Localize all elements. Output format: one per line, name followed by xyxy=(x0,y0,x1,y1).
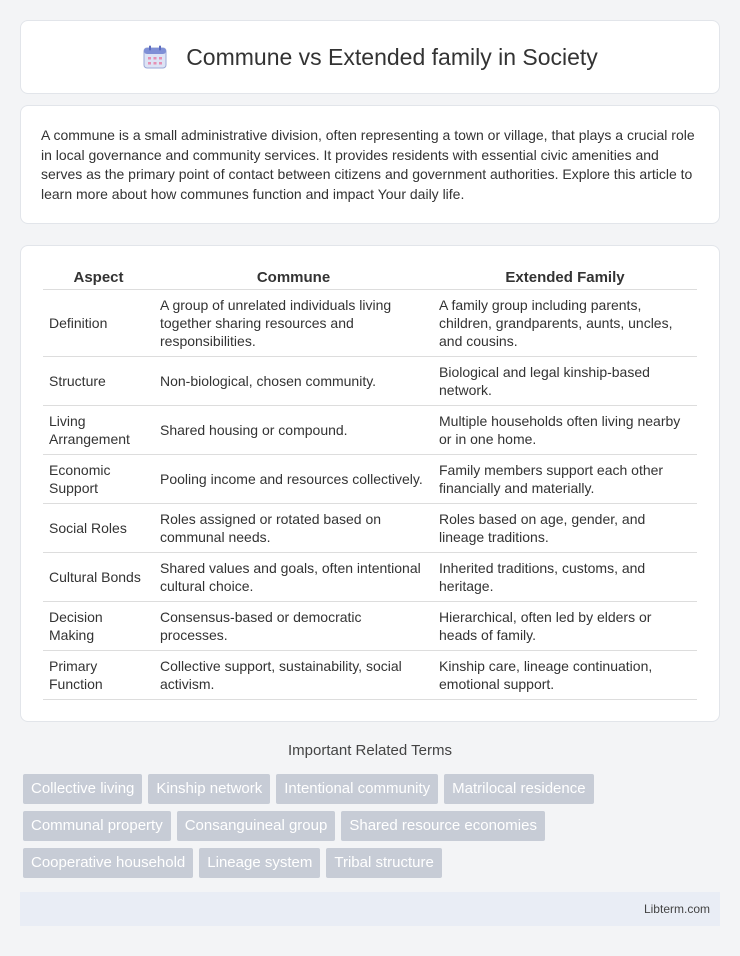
aspect-cell: Social Roles xyxy=(43,504,154,553)
term-tag[interactable]: Kinship network xyxy=(148,774,270,804)
term-tag[interactable]: Consanguineal group xyxy=(177,811,336,841)
table-row xyxy=(43,553,697,602)
term-tag[interactable]: Lineage system xyxy=(199,848,320,878)
intro-text: A commune is a small administrative division, often representing a town or village, that plays a crucial role in local governance and community services. It provides residents with essential civic amenities and serves as the primary point of contact between citizens and government authorities. Explore this article to learn more about how communes function and impact Your daily life. xyxy=(41,127,695,202)
aspect-cell: Structure xyxy=(43,357,154,406)
term-tag[interactable]: Tribal structure xyxy=(326,848,441,878)
extended-family-cell: Family members support each other financially and materially. xyxy=(433,455,697,504)
term-tag[interactable]: Cooperative household xyxy=(23,848,193,878)
extended-family-cell: Hierarchical, often led by elders or heads of family. xyxy=(433,602,697,651)
commune-cell: Pooling income and resources collectively. xyxy=(154,455,433,504)
footer xyxy=(20,892,720,926)
term-tag[interactable]: Shared resource economies xyxy=(341,811,545,841)
term-tag[interactable]: Matrilocal residence xyxy=(444,774,593,804)
table-row xyxy=(43,357,697,406)
aspect-cell: Definition xyxy=(43,290,154,357)
comparison-table-card xyxy=(20,245,720,722)
header-card xyxy=(20,20,720,94)
term-row xyxy=(23,811,723,841)
aspect-cell: Cultural Bonds xyxy=(43,553,154,602)
footer-link[interactable]: Libterm.com xyxy=(643,902,710,916)
commune-cell: Roles assigned or rotated based on communal needs. xyxy=(154,504,433,553)
commune-cell: Non-biological, chosen community. xyxy=(154,357,433,406)
table-row xyxy=(43,602,697,651)
aspect-cell: Economic Support xyxy=(43,455,154,504)
table-row xyxy=(43,406,697,455)
calendar-icon xyxy=(142,44,168,70)
header-aspect: Aspect xyxy=(43,266,154,290)
related-terms-title: Important Related Terms xyxy=(288,742,452,759)
extended-family-cell: Biological and legal kinship-based network. xyxy=(433,357,697,406)
table-row xyxy=(43,651,697,700)
table-header-row xyxy=(43,266,697,290)
term-tag[interactable]: Intentional community xyxy=(276,774,438,804)
extended-family-cell: Kinship care, lineage continuation, emotional support. xyxy=(433,651,697,700)
aspect-cell: Primary Function xyxy=(43,651,154,700)
table-row xyxy=(43,290,697,357)
commune-cell: Consensus-based or democratic processes. xyxy=(154,602,433,651)
commune-cell: Shared values and goals, often intentional cultural choice. xyxy=(154,553,433,602)
header-commune: Commune xyxy=(154,266,433,290)
page-title: Commune vs Extended family in Society xyxy=(186,43,598,70)
intro-card xyxy=(20,105,720,224)
extended-family-cell: Roles based on age, gender, and lineage traditions. xyxy=(433,504,697,553)
aspect-cell: Living Arrangement xyxy=(43,406,154,455)
aspect-cell: Decision Making xyxy=(43,602,154,651)
commune-cell: Shared housing or compound. xyxy=(154,406,433,455)
table-row xyxy=(43,504,697,553)
related-terms xyxy=(23,774,723,885)
term-row xyxy=(23,774,723,804)
commune-cell: A group of unrelated individuals living together sharing resources and responsibilities. xyxy=(154,290,433,357)
term-tag[interactable]: Collective living xyxy=(23,774,142,804)
term-row xyxy=(23,848,723,878)
header-extended-family: Extended Family xyxy=(433,266,697,290)
extended-family-cell: A family group including parents, children, grandparents, aunts, uncles, and cousins. xyxy=(433,290,697,357)
commune-cell: Collective support, sustainability, social activism. xyxy=(154,651,433,700)
term-tag[interactable]: Communal property xyxy=(23,811,171,841)
table-row xyxy=(43,455,697,504)
comparison-table xyxy=(43,266,697,700)
extended-family-cell: Inherited traditions, customs, and heritage. xyxy=(433,553,697,602)
extended-family-cell: Multiple households often living nearby or in one home. xyxy=(433,406,697,455)
